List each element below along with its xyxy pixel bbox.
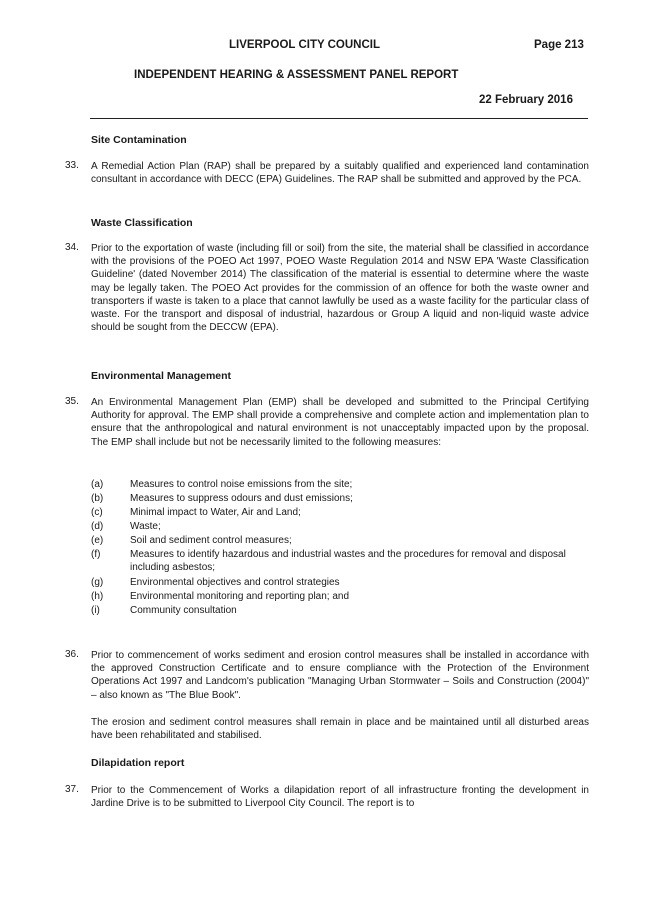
section-heading-environmental-management: Environmental Management (91, 370, 232, 382)
condition-text-34: Prior to the exportation of waste (including fill or soil) from the site, the material shall be classified in accordance with the provisions of the POEO Act 1997, POEO Waste Regulation 2014 and NSW EPA 'Waste Classification Guideline' (dated November 2014) The classification of the material is essential to determine where the waste may be legally taken. The POEO Act provides for the commission of an offence for both the waste owner and transporters if waste is taken to a place that cannot lawfully be used as a waste facility for the particular class of waste. For the transport and disposal of industrial, hazardous or Group A liquid and non-liquid waste advice should be sought from the DECCW (EPA). (91, 243, 589, 334)
condition-text-37: Prior to the Commencement of Works a dilapidation report of all infrastructure fronting the development in Jardine Drive is to be submitted to Liverpool City Council. The report is to (91, 785, 589, 810)
page-number: Page 213 (534, 39, 584, 51)
list-marker: (b) (91, 493, 104, 504)
list-marker: (d) (91, 521, 104, 532)
list-marker: (e) (91, 535, 104, 546)
list-text: Measures to identify hazardous and industrial wastes and the procedures for removal and disposal including asbestos; (130, 549, 566, 574)
list-text: Environmental objectives and control strategies (130, 577, 340, 588)
condition-number-37: 37. (65, 784, 79, 795)
condition-number-35: 35. (65, 396, 79, 407)
report-date: 22 February 2016 (479, 94, 573, 106)
list-text: Minimal impact to Water, Air and Land; (130, 507, 301, 518)
list-marker: (a) (91, 479, 104, 490)
section-heading-dilapidation-report: Dilapidation report (91, 757, 185, 769)
list-marker: (g) (91, 577, 104, 588)
list-text: Soil and sediment control measures; (130, 535, 292, 546)
council-name: LIVERPOOL CITY COUNCIL (229, 39, 381, 51)
header-rule (90, 118, 588, 119)
list-marker: (i) (91, 605, 100, 616)
report-title: INDEPENDENT HEARING & ASSESSMENT PANEL REPORT (134, 69, 459, 81)
list-marker: (f) (91, 549, 101, 560)
list-text: Measures to suppress odours and dust emissions; (130, 493, 353, 504)
condition-number-34: 34. (65, 242, 79, 253)
condition-text-35: An Environmental Management Plan (EMP) shall be developed and submitted to the Principal Certifying Authority for approval. The EMP shall provide a comprehensive and complete action and implementation plan to ensure that the anthropological and natural environment is not unacceptably impacted upon by the proposal. The EMP shall include but not be necessarily limited to the following measures: (91, 397, 589, 448)
condition-number-33: 33. (65, 160, 79, 171)
condition-text-36: Prior to commencement of works sediment and erosion control measures shall be installed in accordance with the approved Construction Certificate and to ensure compliance with the Protection of the Environment Operations Act 1997 and Landcom's publication "Managing Urban Stormwater – Soils and Construction (2004)" – also known as "The Blue Book". (91, 650, 589, 701)
list-text: Environmental monitoring and reporting plan; and (130, 591, 350, 602)
section-heading-site-contamination: Site Contamination (91, 134, 187, 146)
list-text: Measures to control noise emissions from the site; (130, 479, 353, 490)
list-marker: (h) (91, 591, 104, 602)
list-text: Community consultation (130, 605, 237, 616)
condition-text-36-continued: The erosion and sediment control measures shall remain in place and be maintained until all disturbed areas have been rehabilitated and stabilised. (91, 717, 589, 742)
section-heading-waste-classification: Waste Classification (91, 217, 193, 229)
list-marker: (c) (91, 507, 103, 518)
condition-number-36: 36. (65, 649, 79, 660)
list-text: Waste; (130, 521, 161, 532)
condition-text-33: A Remedial Action Plan (RAP) shall be prepared by a suitably qualified and experienced land contamination consultant in accordance with DECC (EPA) Guidelines. The RAP shall be submitted and approved by the PCA. (91, 161, 589, 186)
